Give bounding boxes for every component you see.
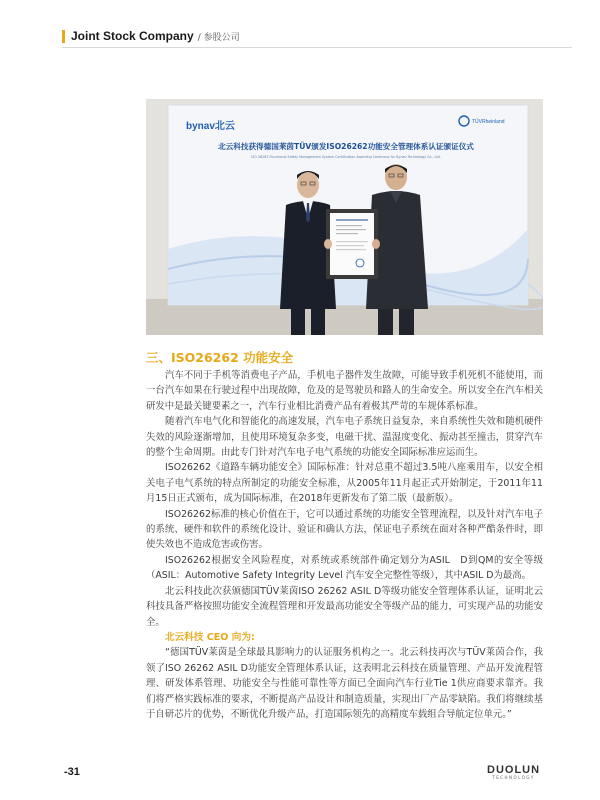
banner-title: 北云科技获得德国莱茵TÜV颁发ISO26262功能安全管理体系认证颁证仪式 bbox=[218, 142, 474, 151]
header-accent-bar bbox=[62, 30, 65, 43]
paragraph: ISO26262根据安全风险程度，对系统或系统部件确定划分为ASIL D到QM的安全等级（ASIL：Automotive Safety Integrity Level 汽车安全完整性等级），其中ASIL D为最高。 bbox=[146, 554, 543, 582]
footer-logo-sub: TECHNOLOGY bbox=[492, 775, 535, 780]
header-subtitle: / 参股公司 bbox=[197, 32, 240, 43]
paragraph: 汽车不同于手机等消费电子产品，手机电子器件发生故障，可能导致手机死机不能使用，而一台汽车如果在行驶过程中出现故障，危及的是驾驶员和路人的生命安全。所以安全在汽车相关研发中是最关键要素之一，汽车行业相比消费产品有着极其严苛的车规体系标准。 bbox=[146, 370, 543, 412]
paragraph: ISO26262标准的核心价值在于，它可以通过系统的功能安全管理流程，以及针对汽车电子的系统、硬件和软件的系统化设计、验证和确认方法，保证电子系统在面对各种严酷条件时，即使失效也不造成危害或伤害。 bbox=[146, 508, 543, 551]
paragraph: 随着汽车电气化和智能化的高速发展，汽车电子系统日益复杂，来自系统性失效和随机硬件失效的风险逐渐增加，且使用环境复杂多变，电磁干扰、温湿度变化、振动甚至撞击，贯穿汽车的整个生命周期。由此专门针对汽车电子电气系统的功能安全国际标准应运而生。 bbox=[146, 416, 543, 459]
page-header bbox=[62, 29, 240, 43]
ceo-quote: “德国TÜV莱茵是全球最具影响力的认证服务机构之一。北云科技再次与TÜV莱茵合作，我领了ISO 26262 ASIL D功能安全管理体系认证，这表明北云科技在质量管理、产品开发流程管理、研发体系管理、功能安全与性能可靠性等方面已全面向汽车行业Tie 1供应商要求靠齐。我们将严格实践标准的要求，不断提高产品设计和制造质量，实现出厂产品零缺陷。我们将继续基于自研芯片的优势，不断优化升级产品，打造国际领先的高精度车载组合导航定位单元。” bbox=[146, 647, 543, 720]
paragraph: 北云科技此次获颁德国TÜV莱茵ISO 26262 ASIL D等级功能安全管理体系认证，证明北云科技具备严格按照功能安全流程管理和开发最高功能安全等级产品的能力，可实现产品的功能安全。 bbox=[146, 585, 543, 628]
page-number: -31 bbox=[64, 766, 80, 778]
section-heading: 三、ISO26262 功能安全 bbox=[146, 350, 294, 365]
certificate-frame bbox=[324, 209, 380, 279]
ceremony-photo bbox=[146, 99, 543, 335]
paragraph: ISO26262《道路车辆功能安全》国际标准：针对总重不超过3.5吨八座乘用车，以安全相关电子电气系统的特点所制定的功能安全标准，从2005年11月起正式开始制定，于2011年11月15日正式颁布，成为国际标准，在2018年更新发布了第二版（最新版）。 bbox=[146, 462, 543, 505]
section-body bbox=[146, 368, 543, 722]
banner-subtitle: ISO 26262 Functional Safety Management System Certification Awarding Ceremony for Bynav Technology Co., Ltd. bbox=[251, 155, 441, 159]
header-divider bbox=[62, 47, 572, 48]
header-title: Joint Stock Company bbox=[71, 29, 194, 43]
footer-logo bbox=[487, 764, 540, 780]
footer-logo-main: DUOLUN bbox=[487, 764, 541, 776]
banner-right-logo: TÜVRheinland bbox=[472, 119, 505, 125]
banner-logo: bynav北云 bbox=[186, 121, 235, 132]
quote-heading: 北云科技 CEO 向为: bbox=[165, 631, 255, 643]
